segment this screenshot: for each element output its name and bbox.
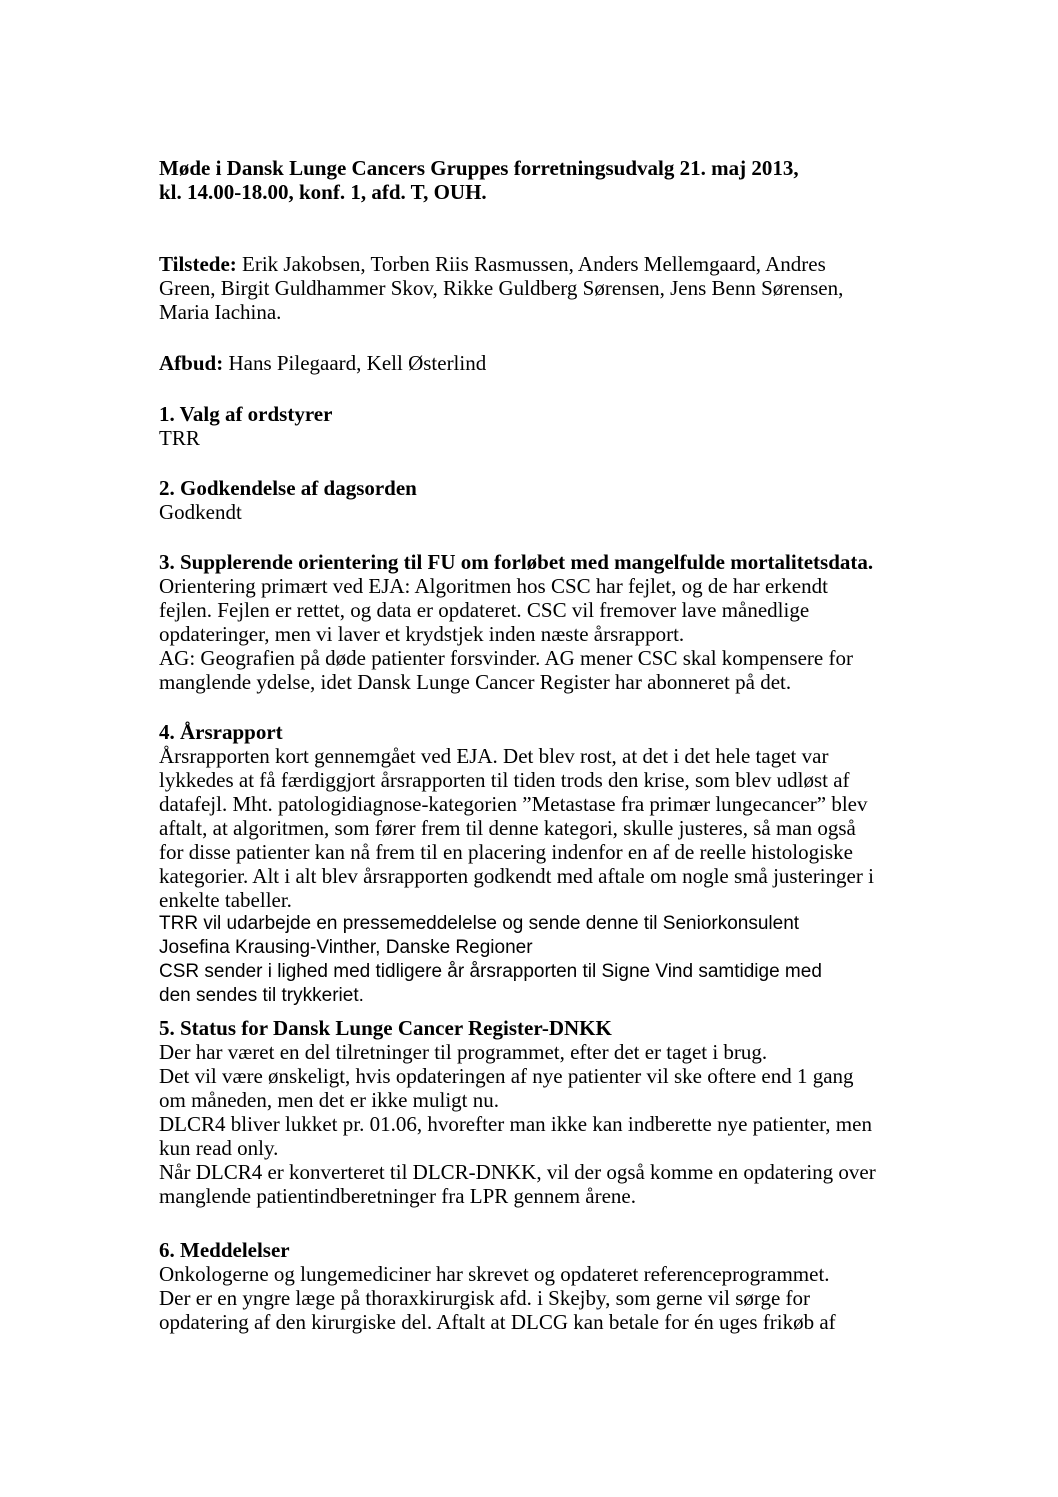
section-heading: 3. Supplerende orientering til FU om forløbet med mangelfulde mortalitetsdata.	[159, 550, 874, 574]
section-text-line: manglende patientindberetninger fra LPR gennem årene.	[159, 1184, 636, 1208]
section-4	[159, 720, 919, 1008]
section-1	[159, 402, 919, 450]
section-text-line: Der har været en del tilretninger til programmet, efter det er taget i brug.	[159, 1040, 768, 1064]
section-text-line: opdateringer, men vi laver et krydstjek inden næste årsrapport.	[159, 622, 685, 646]
present-names: Erik Jakobsen, Torben Riis Rasmussen, Anders Mellemgaard, Andres	[236, 252, 826, 276]
section-6	[159, 1238, 919, 1334]
section-text-line: Når DLCR4 er konverteret til DLCR-DNKK, vil der også komme en opdatering over	[159, 1160, 876, 1184]
attendance-present	[159, 252, 919, 324]
section-heading: 1. Valg af ordstyrer	[159, 402, 333, 426]
title-line: kl. 14.00-18.00, konf. 1, afd. T, OUH.	[159, 180, 487, 204]
section-text-line: den sendes til trykkeriet.	[159, 985, 364, 1006]
attendance-absent	[159, 351, 919, 375]
section-text-line: TRR	[159, 426, 200, 450]
section-text-line: enkelte tabeller.	[159, 888, 292, 912]
section-text-line: Det vil være ønskeligt, hvis opdateringen af nye patienter vil ske oftere end 1 gang	[159, 1064, 854, 1088]
section-text-line: AG: Geografien på døde patienter forsvinder. AG mener CSC skal kompensere for	[159, 646, 853, 670]
section-text-line: Der er en yngre læge på thoraxkirurgisk afd. i Skejby, som gerne vil sørge for	[159, 1286, 811, 1310]
absent-names: Hans Pilegaard, Kell Østerlind	[223, 351, 487, 375]
present-line	[159, 252, 919, 276]
present-line: Green, Birgit Guldhammer Skov, Rikke Guldberg Sørensen, Jens Benn Sørensen,	[159, 276, 844, 300]
section-text-line: Onkologerne og lungemediciner har skrevet og opdateret referenceprogrammet.	[159, 1262, 830, 1286]
section-text-line: kun read only.	[159, 1136, 279, 1160]
section-heading: 6. Meddelelser	[159, 1238, 290, 1262]
section-heading: 4. Årsrapport	[159, 720, 283, 744]
absent-label: Afbud:	[159, 351, 224, 375]
present-label: Tilstede:	[159, 252, 237, 276]
section-text-line: opdatering af den kirurgiske del. Aftalt at DLCG kan betale for én uges frikøb af	[159, 1310, 836, 1334]
section-text-line: Orientering primært ved EJA: Algoritmen hos CSC har fejlet, og de har erkendt	[159, 574, 828, 598]
section-text-line: Josefina Krausing-Vinther, Danske Regioner	[159, 937, 533, 958]
section-text-line: lykkedes at få færdiggjort årsrapporten til tiden trods den krise, som blev udløst af	[159, 768, 850, 792]
section-text-line: manglende ydelse, idet Dansk Lunge Cancer Register har abonneret på det.	[159, 670, 792, 694]
title-line: Møde i Dansk Lunge Cancers Gruppes forretningsudvalg 21. maj 2013,	[159, 156, 799, 180]
section-3	[159, 550, 919, 694]
present-line: Maria Iachina.	[159, 300, 282, 324]
absent-line	[159, 351, 919, 375]
section-5	[159, 1016, 919, 1208]
section-text-line: CSR sender i lighed med tidligere år årsrapporten til Signe Vind samtidige med	[159, 961, 822, 982]
section-text-line: om måneden, men det er ikke muligt nu.	[159, 1088, 499, 1112]
section-text-line: for disse patienter kan nå frem til en placering indenfor en af de reelle histologiske	[159, 840, 853, 864]
section-text-line: fejlen. Fejlen er rettet, og data er opdateret. CSC vil fremover lave månedlige	[159, 598, 810, 622]
section-text-line: datafejl. Mht. patologidiagnose-kategorien ”Metastase fra primær lungecancer” blev	[159, 792, 868, 816]
section-text-line: Godkendt	[159, 500, 242, 524]
section-text-line: Årsrapporten kort gennemgået ved EJA. Det blev rost, at det i det hele taget var	[159, 744, 829, 768]
section-text-line: aftalt, at algoritmen, som fører frem til denne kategori, skulle justeres, så man også	[159, 816, 856, 840]
section-text-line: kategorier. Alt i alt blev årsrapporten godkendt med aftale om nogle små justeringer i	[159, 864, 874, 888]
section-heading: 2. Godkendelse af dagsorden	[159, 476, 417, 500]
document-title	[159, 156, 919, 204]
section-text-line: TRR vil udarbejde en pressemeddelelse og sende denne til Seniorkonsulent	[159, 913, 800, 934]
section-text-line: DLCR4 bliver lukket pr. 01.06, hvorefter man ikke kan indberette nye patienter, men	[159, 1112, 872, 1136]
section-heading: 5. Status for Dansk Lunge Cancer Register-DNKK	[159, 1016, 612, 1040]
section-2	[159, 476, 919, 524]
